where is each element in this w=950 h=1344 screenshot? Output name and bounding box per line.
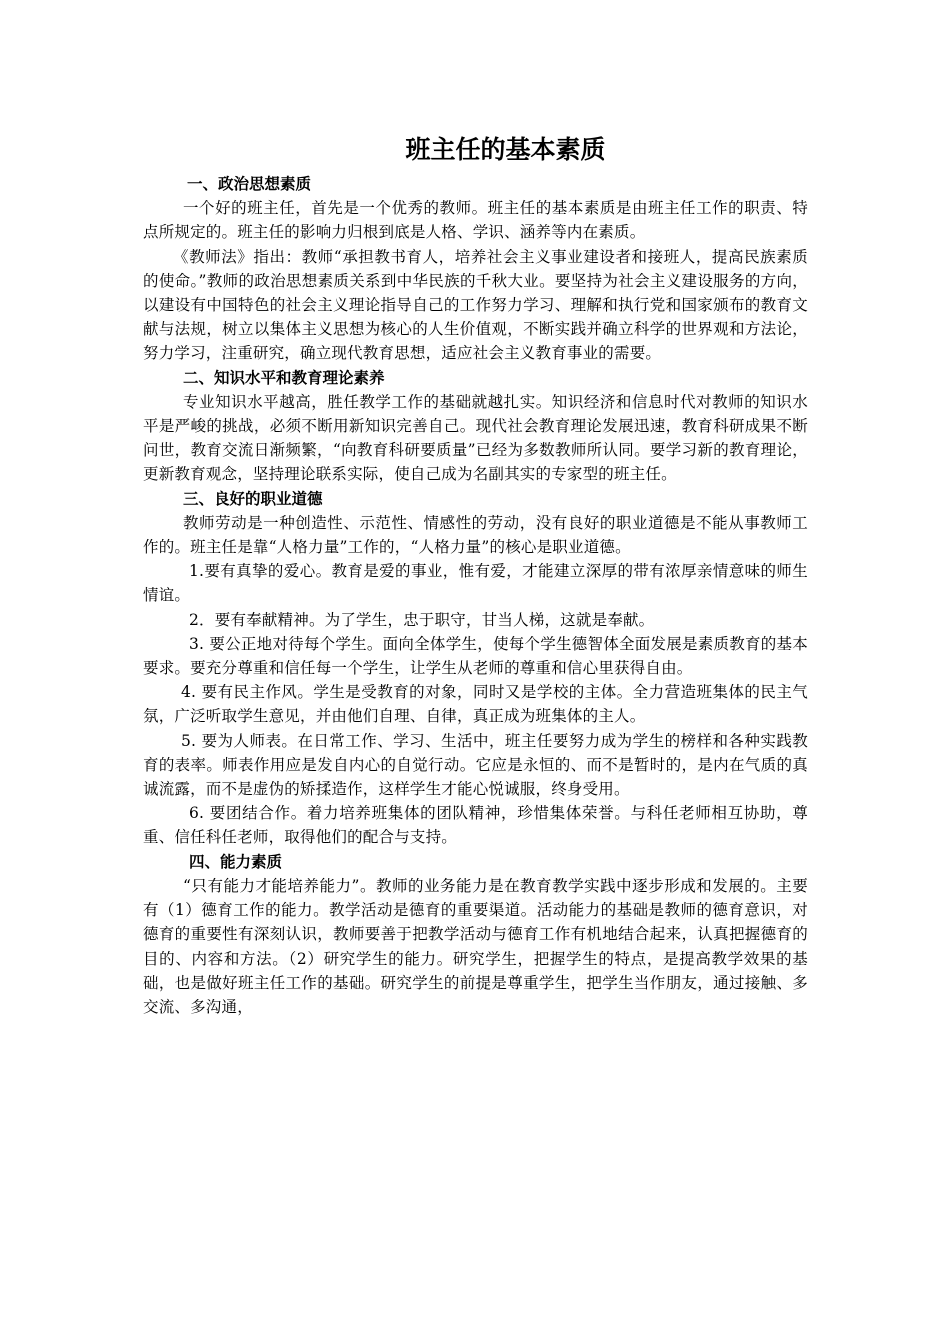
list-item: 2．要有奉献精神。为了学生，忠于职守，甘当人梯，这就是奉献。 — [189, 610, 655, 629]
list-item: 5. 要为人师表。在日常工作、学习、生活中，班主任要努力成为学生的榜样和各种实践教育的表率。师表作用应是发自内心的自觉行动。它应是永恒的、而不是暂时的，是内在气质的真诚流露，而不是虚伪的矫揉造作，这样学生才能心悦诚服，终身受用。 — [143, 731, 808, 799]
section-heading-political: 一、政治思想素质 — [187, 175, 312, 193]
paragraph: 教师劳动是一种创造性、示范性、情感性的劳动，没有良好的职业道德是不能从事教师工作的。班主任是靠“人格力量”工作的，“人格力量”的核心是职业道德。 — [143, 513, 808, 557]
paragraph: “只有能力才能培养能力”。教师的业务能力是在教育教学实践中逐步形成和发展的。主要有（1）德育工作的能力。教学活动是德育的重要渠道。活动能力的基础是教师的德育意识，对德育的重要性有深刻认识，教师要善于把教学活动与德育工作有机地结合起来，认真把握德育的目的、内容和方法。（2）研究学生的能力。研究学生，把握学生的特点，是提高教学效果的基础，也是做好班主任工作的基础。研究学生的前提是尊重学生，把学生当作朋友，通过接触、多交流、多沟通， — [143, 876, 808, 1016]
paragraph: 专业知识水平越高，胜任教学工作的基础就越扎实。知识经济和信息时代对教师的知识水平是严峻的挑战，必须不断用新知识完善自己。现代社会教育理论发展迅速，教育科研成果不断问世，教育交流日渐频繁，“向教育科研要质量”已经为多数教师所认同。要学习新的教育理论，更新教育观念，坚持理论联系实际，使自己成为名副其实的专家型的班主任。 — [143, 392, 808, 484]
list-item: 3. 要公正地对待每个学生。面向全体学生，使每个学生德智体全面发展是素质教育的基本要求。要充分尊重和信任每一个学生，让学生从老师的尊重和信心里获得自由。 — [143, 634, 808, 678]
list-item: 4. 要有民主作风。学生是受教育的对象，同时又是学校的主体。全力营造班集体的民主气氛，广泛听取学生意见，并由他们自理、自律，真正成为班集体的主人。 — [143, 683, 808, 726]
paragraph: 《教师法》指出：教师“承担教书育人，培养社会主义事业建设者和接班人，提高民族素质的使命。”教师的政治思想素质关系到中华民族的千秋大业。要坚持为社会主义建设服务的方向，以建设有中国特色的社会主义理论指导自己的工作努力学习、理解和执行党和国家颁布的教育文献与法规，树立以集体主义思想为核心的人生价值观，不断实践并确立科学的世界观和方法论，努力学习，注重研究，确立现代教育思想，适应社会主义教育事业的需要。 — [143, 247, 808, 363]
document-title: 班主任的基本素质 — [405, 135, 606, 164]
section-heading-ethics: 三、良好的职业道德 — [183, 489, 323, 508]
section-heading-ability: 四、能力素质 — [189, 852, 283, 871]
list-item: 6. 要团结合作。着力培养班集体的团队精神，珍惜集体荣誉。与科任老师相互协助，尊重、信任科任老师，取得他们的配合与支持。 — [143, 804, 808, 847]
paragraph: 一个好的班主任，首先是一个优秀的教师。班主任的基本素质是由班主任工作的职责、特点所规定的。班主任的影响力归根到底是人格、学识、涵养等内在素质。 — [143, 199, 808, 242]
list-item: 1.要有真挚的爱心。教育是爱的事业，惟有爱，才能建立深厚的带有浓厚亲情意味的师生情谊。 — [143, 562, 808, 605]
section-heading-knowledge: 二、知识水平和教育理论素养 — [183, 368, 385, 387]
document-body — [143, 128, 808, 1019]
